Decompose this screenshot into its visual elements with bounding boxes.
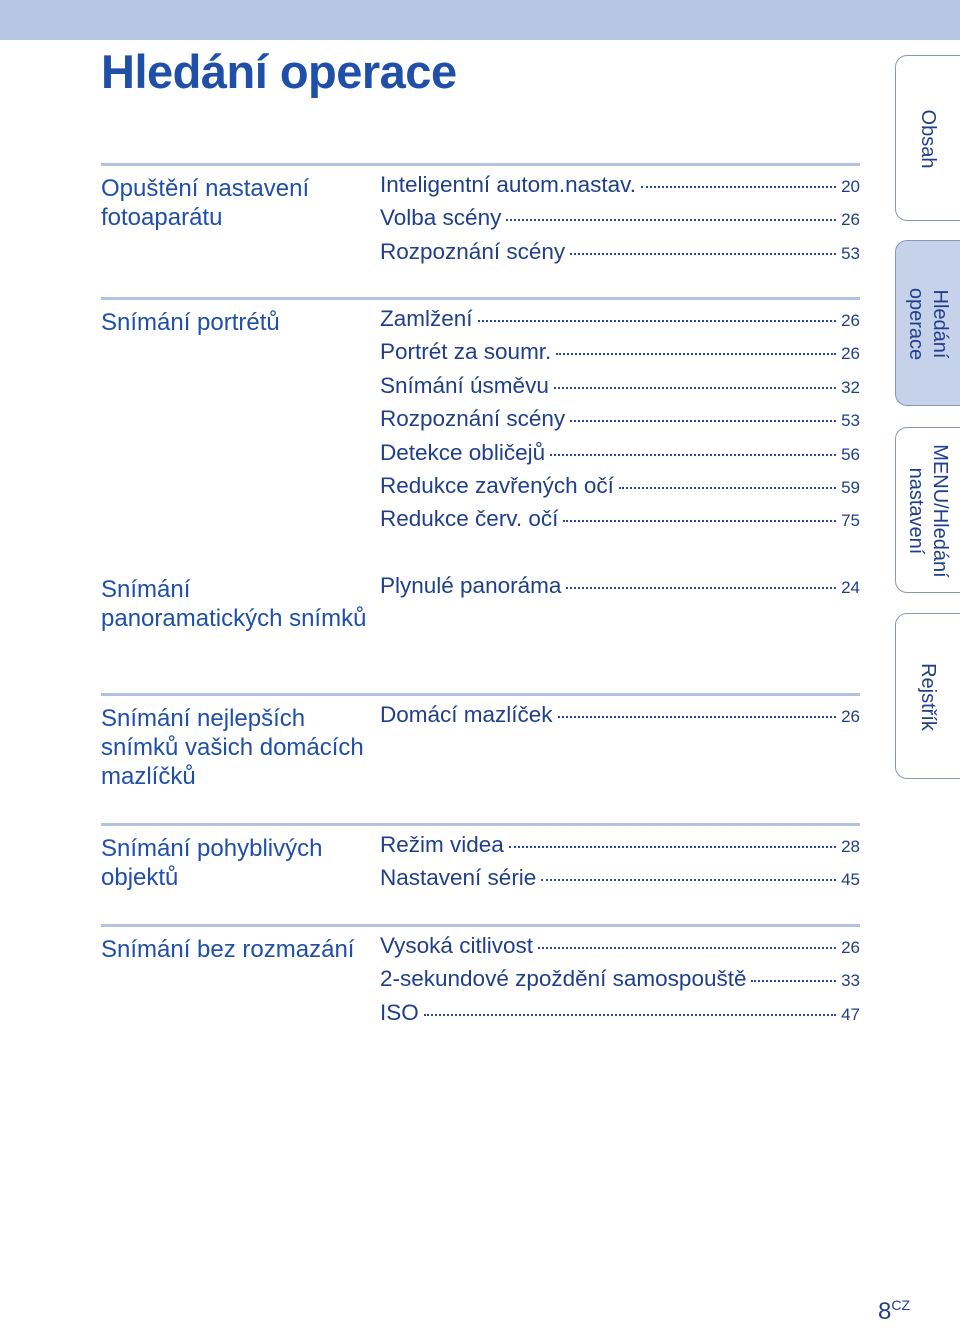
- section-pets: [101, 693, 860, 790]
- tab-contents[interactable]: [895, 55, 960, 221]
- entry-label: Rozpoznání scény: [380, 406, 566, 432]
- entry-label: Detekce obličejů: [380, 439, 546, 465]
- entry-page-number: 33: [841, 971, 860, 991]
- page-number-value: 8: [878, 1298, 892, 1325]
- index-entry[interactable]: [380, 339, 860, 372]
- page-number-suffix: CZ: [891, 1297, 911, 1313]
- dotted-leader: [541, 879, 836, 881]
- page-title: Hledání operace: [101, 45, 457, 98]
- tab-menu-settings-search-label: MENU/Hledání nastavení: [905, 444, 951, 578]
- index-entry[interactable]: [380, 832, 860, 865]
- dotted-leader: [506, 219, 836, 221]
- entry-label: Vysoká citlivost: [380, 933, 533, 958]
- entry-page-number: 26: [841, 210, 860, 230]
- dotted-leader: [619, 487, 836, 489]
- tab-operation-search-label: Hledání operace: [905, 287, 951, 361]
- dotted-leader: [478, 320, 837, 322]
- tab-menu-settings-search[interactable]: [895, 427, 960, 593]
- section-label: Opuštění nastavení fotoaparátu: [101, 175, 310, 231]
- dotted-leader: [556, 353, 836, 355]
- dotted-leader: [424, 1014, 836, 1016]
- index-entry[interactable]: [380, 239, 860, 272]
- section-no-blur: [101, 924, 860, 1025]
- section-panoramas: [101, 564, 860, 632]
- entry-label: Domácí mazlíček: [380, 702, 553, 727]
- tab-contents-label: Obsah: [917, 109, 939, 169]
- section-label: Snímání bez rozmazání: [101, 936, 355, 963]
- entry-page-number: 53: [841, 243, 860, 263]
- section-label: Snímání pohyblivých objektů: [101, 835, 323, 891]
- tab-operation-search[interactable]: [895, 240, 960, 406]
- tab-index[interactable]: [895, 613, 960, 779]
- entry-page-number: 32: [841, 377, 860, 397]
- entry-page-number: 45: [841, 870, 860, 890]
- dotted-leader: [751, 980, 836, 982]
- entry-label: Rozpoznání scény: [380, 238, 566, 264]
- index-entry[interactable]: [380, 702, 860, 735]
- entry-page-number: 26: [841, 311, 860, 330]
- index-entry[interactable]: [380, 966, 860, 999]
- dotted-leader: [554, 387, 836, 389]
- entry-label: 2-sekundové zpoždění samospouště: [380, 966, 747, 992]
- entry-label: Snímání úsměvu: [380, 372, 549, 398]
- entry-label: Portrét za soumr.: [380, 339, 552, 365]
- entry-label: Režim videa: [380, 832, 504, 857]
- entry-label: Inteligentní autom.nastav.: [380, 172, 636, 197]
- entry-page-number: 47: [841, 1004, 860, 1024]
- tab-index-label: Rejstřík: [917, 663, 939, 731]
- dotted-leader: [509, 846, 836, 848]
- entry-page-number: 26: [841, 938, 860, 957]
- index-entry[interactable]: [380, 172, 860, 205]
- index-entry[interactable]: [380, 573, 860, 606]
- entry-label: ISO: [380, 999, 419, 1025]
- index-entry[interactable]: [380, 506, 860, 539]
- entry-page-number: 59: [841, 477, 860, 497]
- dotted-leader: [538, 947, 836, 949]
- dotted-leader: [550, 454, 836, 456]
- index-entry[interactable]: [380, 205, 860, 238]
- entry-label: Nastavení série: [380, 865, 537, 891]
- page-number: [878, 1298, 910, 1326]
- entry-page-number: 56: [841, 444, 860, 464]
- dotted-leader: [570, 420, 836, 422]
- index-entry[interactable]: [380, 406, 860, 439]
- index-entry[interactable]: [380, 373, 860, 406]
- entry-page-number: 28: [841, 837, 860, 856]
- entry-page-number: 75: [841, 511, 860, 531]
- section-label: Snímání portrétů: [101, 309, 280, 336]
- entry-page-number: 24: [841, 578, 860, 597]
- index-entry[interactable]: [380, 1000, 860, 1033]
- entry-page-number: 26: [841, 344, 860, 364]
- dotted-leader: [641, 186, 836, 188]
- section-label: Snímání nejlepších snímků vašich domácích mazlíčků: [101, 705, 364, 790]
- index-entry[interactable]: [380, 440, 860, 473]
- index-entry[interactable]: [380, 306, 860, 339]
- entry-page-number: 53: [841, 411, 860, 431]
- index-entry[interactable]: [380, 865, 860, 898]
- dotted-leader: [570, 253, 836, 255]
- section-moving-objects: [101, 823, 860, 891]
- entry-label: Zamlžení: [380, 306, 473, 331]
- section-leaving-camera-settings: [101, 163, 860, 264]
- dotted-leader: [563, 520, 836, 522]
- entry-label: Redukce červ. očí: [380, 506, 559, 532]
- entry-page-number: 26: [841, 707, 860, 726]
- section-portraits: [101, 297, 860, 532]
- section-label: Snímání panoramatických snímků: [101, 576, 367, 632]
- entry-page-number: 20: [841, 177, 860, 196]
- index-entry[interactable]: [380, 473, 860, 506]
- header-bar: [0, 0, 960, 40]
- index-entry[interactable]: [380, 933, 860, 966]
- entry-label: Plynulé panoráma: [380, 573, 562, 598]
- entry-label: Volba scény: [380, 205, 502, 231]
- dotted-leader: [558, 716, 837, 718]
- dotted-leader: [566, 587, 836, 589]
- entry-label: Redukce zavřených očí: [380, 472, 614, 498]
